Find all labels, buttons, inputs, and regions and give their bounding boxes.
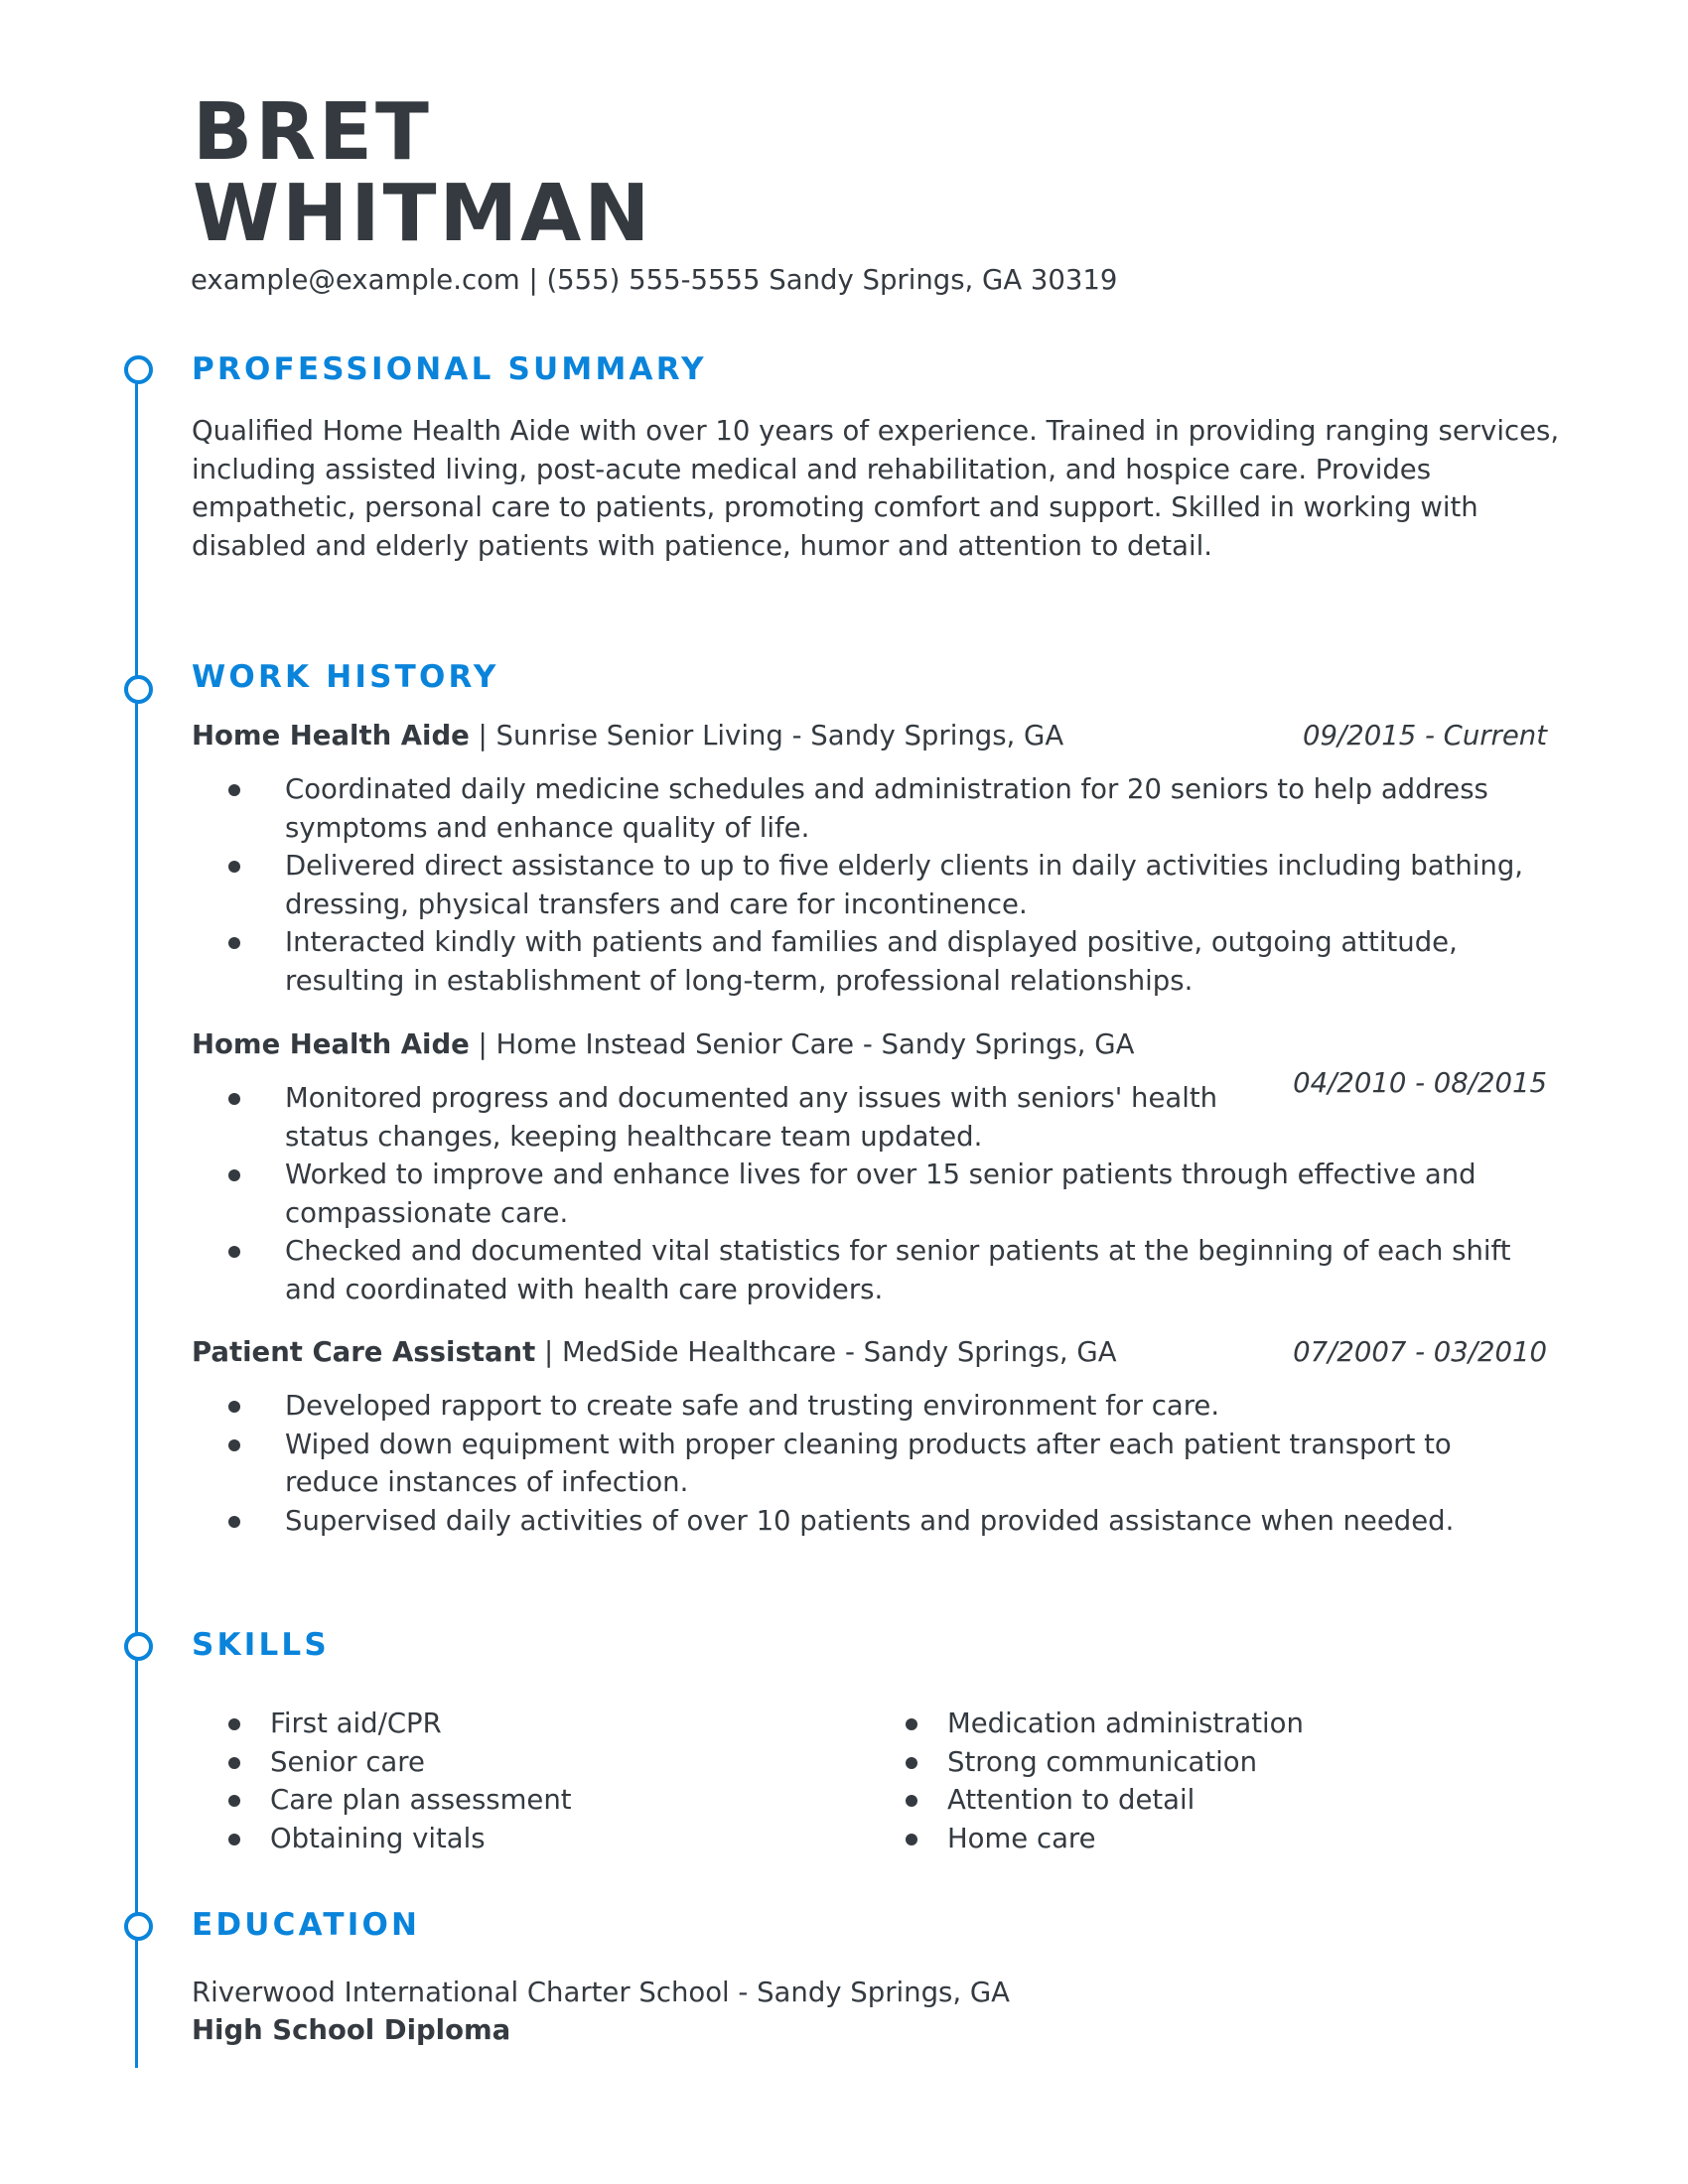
last-name: WHITMAN — [193, 168, 653, 259]
bullet-icon — [228, 1795, 240, 1807]
job-dates: 07/2007 - 03/2010 — [1293, 1336, 1547, 1368]
contact-info: example@example.com | (555) 555-5555 Sandy Springs, GA 30319 — [191, 264, 1118, 296]
job-bullets — [192, 1079, 1552, 1309]
job-dates: 04/2010 - 08/2015 — [1293, 1067, 1547, 1099]
bullet-item — [192, 1387, 1552, 1426]
bullet-item — [192, 923, 1552, 1000]
bullet-text: Supervised daily activities of over 10 patients and provided assistance when needed. — [285, 1504, 1455, 1537]
section-heading-summary: PROFESSIONAL SUMMARY — [192, 351, 707, 387]
skill-text: Attention to detail — [947, 1784, 1196, 1817]
bullet-item — [192, 1079, 1552, 1156]
bullet-icon — [228, 1718, 240, 1730]
skills-list-right — [888, 1705, 1304, 1857]
job-header — [192, 1025, 1547, 1064]
education-school: Riverwood International Charter School - Sandy Springs, GA — [192, 1977, 1010, 2008]
job-separator: | — [535, 1336, 563, 1368]
job-title: Home Health Aide — [192, 720, 470, 751]
skill-item — [888, 1781, 1304, 1820]
bullet-item — [192, 770, 1552, 847]
skill-item — [211, 1781, 572, 1820]
skill-text: Obtaining vitals — [270, 1822, 486, 1854]
bullet-item — [192, 1232, 1552, 1308]
bullet-icon — [228, 861, 240, 873]
bullet-text: Coordinated daily medicine schedules and administration for 20 seniors to help address symptoms and enhance quality of life. — [285, 773, 1488, 844]
bullet-icon — [228, 1757, 240, 1769]
summary-text: Qualified Home Health Aide with over 10 years of experience. Trained in providing ranging services, including assisted living, post-acute medical and rehabilitation, and hospice care. Provides empathetic, personal care to patients, promoting comfort and support. Skilled in working with disabled and elderly patients with patience, humor and attention to detail. — [192, 415, 1560, 562]
skill-text: Medication administration — [947, 1707, 1304, 1739]
job-employer: Home Instead Senior Care - Sandy Springs, GA — [495, 1028, 1135, 1060]
bullet-text: Monitored progress and documented any issues with seniors' health status changes, keeping healthcare team updated. — [285, 1082, 1218, 1153]
section-heading-skills: SKILLS — [192, 1627, 330, 1663]
bullet-text: Developed rapport to create safe and trusting environment for care. — [285, 1390, 1220, 1422]
job-separator: | — [469, 1028, 496, 1060]
bullet-icon — [228, 1834, 240, 1845]
first-name: BRET — [193, 86, 432, 178]
job-bullets — [192, 770, 1552, 1001]
timeline-node-summary-icon — [124, 355, 153, 384]
bullet-text: Checked and documented vital statistics for senior patients at the beginning of each shift and coordinated with health care providers. — [285, 1235, 1511, 1305]
bullet-icon — [906, 1757, 917, 1769]
bullet-icon — [228, 937, 240, 949]
job-dates: 09/2015 - Current — [1302, 720, 1547, 751]
section-heading-education: EDUCATION — [192, 1907, 421, 1943]
education-degree: High School Diploma — [192, 2014, 511, 2046]
timeline-node-skills-icon — [124, 1632, 153, 1661]
skill-text: Senior care — [270, 1745, 425, 1778]
skill-item — [888, 1820, 1304, 1858]
job-separator: | — [469, 720, 496, 751]
bullet-icon — [228, 1516, 240, 1528]
bullet-icon — [228, 784, 240, 796]
bullet-icon — [228, 1401, 240, 1413]
bullet-text: Wiped down equipment with proper cleaning products after each patient transport to reduce instances of infection. — [285, 1428, 1452, 1499]
bullet-item — [192, 1502, 1552, 1541]
skill-text: Care plan assessment — [270, 1784, 572, 1817]
bullet-icon — [906, 1834, 917, 1845]
bullet-text: Interacted kindly with patients and families and displayed positive, outgoing attitude, resulting in establishment of long-term, professional relationships. — [285, 926, 1458, 997]
timeline-node-education-icon — [124, 1912, 153, 1941]
timeline-line — [135, 383, 138, 2068]
bullet-item — [192, 847, 1552, 923]
bullet-icon — [906, 1718, 917, 1730]
job-employer: MedSide Healthcare - Sandy Springs, GA — [562, 1336, 1117, 1368]
skills-list-left — [211, 1705, 572, 1857]
bullet-icon — [228, 1093, 240, 1105]
bullet-item — [192, 1156, 1552, 1232]
job-bullets — [192, 1387, 1552, 1540]
bullet-text: Delivered direct assistance to up to five elderly clients in daily activities including bathing, dressing, physical transfers and care for incontinence. — [285, 850, 1524, 920]
skill-item — [211, 1705, 572, 1743]
job-title: Home Health Aide — [192, 1028, 470, 1060]
bullet-icon — [228, 1169, 240, 1181]
skill-item — [211, 1743, 572, 1782]
job-employer: Sunrise Senior Living - Sandy Springs, GA — [495, 720, 1064, 751]
bullet-item — [192, 1426, 1552, 1502]
bullet-icon — [906, 1795, 917, 1807]
bullet-icon — [228, 1246, 240, 1258]
skill-text: Home care — [947, 1822, 1096, 1854]
bullet-icon — [228, 1439, 240, 1451]
section-heading-work-history: WORK HISTORY — [192, 659, 499, 695]
skill-item — [211, 1820, 572, 1858]
bullet-text: Worked to improve and enhance lives for over 15 senior patients through effective and compassionate care. — [285, 1159, 1477, 1229]
timeline-node-work-icon — [124, 675, 153, 704]
skill-text: First aid/CPR — [270, 1707, 442, 1739]
skill-text: Strong communication — [947, 1745, 1258, 1778]
job-title: Patient Care Assistant — [192, 1336, 536, 1368]
skill-item — [888, 1743, 1304, 1782]
skill-item — [888, 1705, 1304, 1743]
